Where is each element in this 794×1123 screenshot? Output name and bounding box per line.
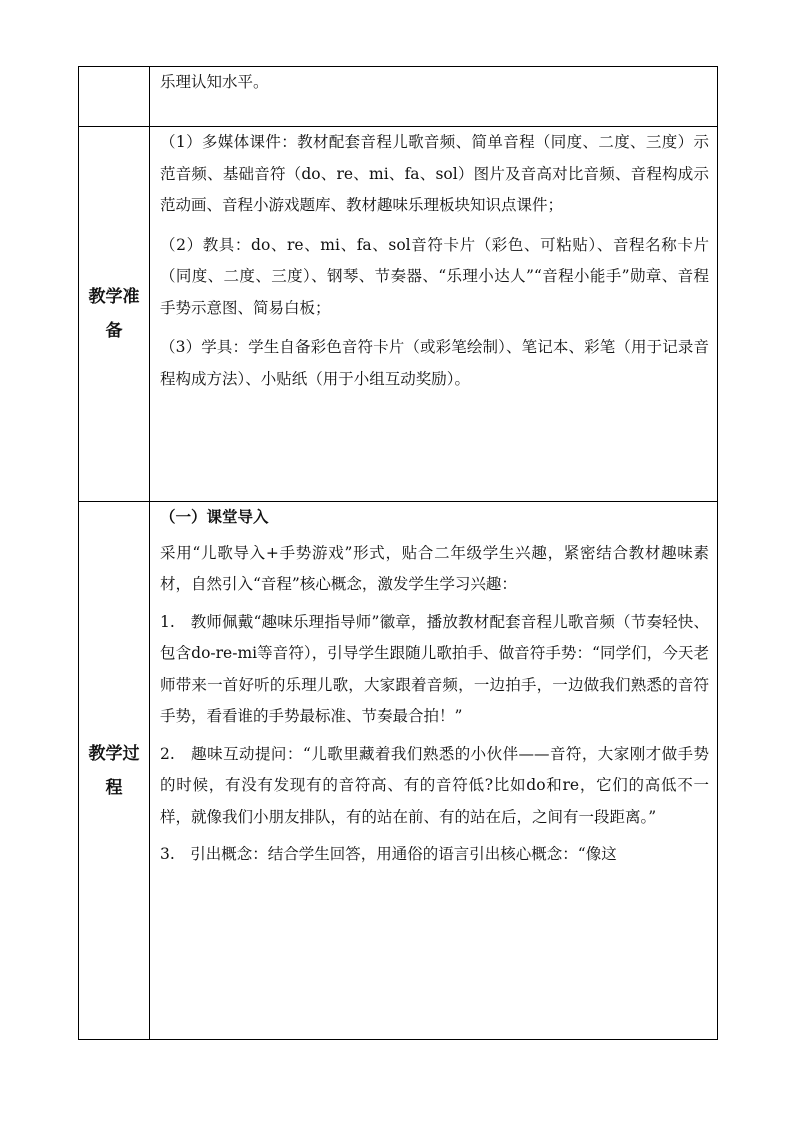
process-step-3: 3. 引出概念：结合学生回答，用通俗的语言引出核心概念：“像这 bbox=[160, 845, 617, 863]
process-step-2: 2. 趣味互动提问：“儿歌里藏着我们熟悉的小伙伴——音符，大家刚才做手势的时候，有没有发现有的音符高、有的音符低?比如do和re，它们的高低不一样，就像我们小朋友排队，有的站在前、有的站在后，之间有一段距离。” bbox=[160, 744, 709, 826]
process-step-1: 1. 教师佩戴“趣味乐理指导师”徽章，播放教材配套音程儿歌音频（节奏轻快、包含do-re-mi等音符），引导学生跟随儿歌拍手、做音符手势：“同学们，今天老师带来一首好听的乐理儿歌，大家跟着音频，一边拍手，一边做我们熟悉的音符手势，看看谁的手势最标准、节奏最合拍！” bbox=[160, 612, 709, 725]
row-label-teaching-preparation bbox=[79, 127, 150, 502]
prep-item-multimedia: （1）多媒体课件：教材配套音程儿歌音频、简单音程（同度、二度、三度）示范音频、基础音符（do、re、mi、fa、sol）图片及音高对比音频、音程构成示范动画、音程小游戏题库、教材趣味乐理板块知识点课件； bbox=[160, 133, 709, 214]
process-label-line2: 程 bbox=[105, 777, 123, 798]
row-label-top bbox=[79, 67, 150, 127]
row-content-teaching-process bbox=[150, 502, 718, 1040]
table-row-teaching-preparation bbox=[79, 127, 718, 502]
table-row-top bbox=[79, 67, 718, 127]
prep-label-line2: 备 bbox=[105, 321, 123, 341]
prep-label-line1: 教学准 bbox=[88, 287, 140, 307]
section-heading-lesson-intro: （一）课堂导入 bbox=[160, 508, 269, 526]
row-content-teaching-preparation bbox=[150, 127, 718, 502]
row-content-top bbox=[150, 67, 718, 127]
table-row-teaching-process bbox=[79, 502, 718, 1040]
process-label-line1: 教学过 bbox=[88, 743, 140, 764]
process-intro-text: 采用“儿歌导入+手势游戏”形式，贴合二年级学生兴趣，紧密结合教材趣味素材，自然引入“音程”核心概念，激发学生学习兴趣： bbox=[160, 543, 709, 593]
top-continuation-text: 乐理认知水平。 bbox=[160, 73, 269, 91]
lesson-plan-table bbox=[78, 66, 718, 1040]
row-label-teaching-process bbox=[79, 502, 150, 1040]
prep-item-student-supplies: （3）学具：学生自备彩色音符卡片（或彩笔绘制）、笔记本、彩笔（用于记录音程构成方法）、小贴纸（用于小组互动奖励）。 bbox=[160, 338, 709, 388]
prep-item-teaching-aids: （2）教具：do、re、mi、fa、sol音符卡片（彩色、可粘贴）、音程名称卡片（同度、二度、三度）、钢琴、节奏器、“乐理小达人”“音程小能手”勋章、音程手势示意图、简易白板； bbox=[160, 235, 709, 317]
